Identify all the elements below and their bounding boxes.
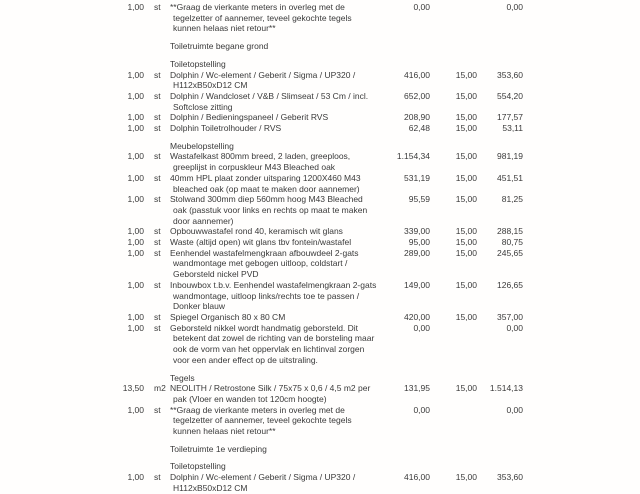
discount-pct-value: 15,00 xyxy=(455,237,477,248)
description-line: Eenhendel wastafelmengkraan afbouwdeel 2-gats xyxy=(170,247,359,258)
description-line: wandmontage met gebogen uitloop, coldstart / xyxy=(173,258,348,269)
section-title: Toiletruimte begane grond xyxy=(170,41,269,52)
description-line: 40mm HPL plaat zonder uitsparing 1200X460 M43 xyxy=(170,172,361,183)
line-total-value: 1.514,13 xyxy=(489,383,523,394)
description-line: wandmontage, uitloop links/rechts toe te passen / xyxy=(173,290,360,301)
discount-pct-value: 15,00 xyxy=(455,311,477,322)
total-cell xyxy=(477,373,523,384)
column-gap xyxy=(144,472,154,493)
unit-price-value: 531,19 xyxy=(404,172,430,183)
description-line: Softclose zitting xyxy=(173,101,233,112)
line-total-value: 981,19 xyxy=(497,151,523,162)
section-title-cell xyxy=(170,41,392,52)
description-line: Dolphin / Wandcloset / V&B / Slimseat / 53 Cm / incl. xyxy=(170,90,369,101)
description-cell xyxy=(170,173,392,194)
column-gap xyxy=(144,461,154,472)
unit-value: st xyxy=(154,69,161,80)
quantity-value: 1,00 xyxy=(127,311,144,322)
section-header-row xyxy=(100,444,640,455)
column-gap xyxy=(144,151,154,172)
quantity-value: 1,00 xyxy=(127,472,144,483)
column-gap xyxy=(144,194,154,226)
unit-value: st xyxy=(154,226,161,237)
discount-pct-value xyxy=(430,2,477,34)
discount-cell xyxy=(430,444,477,455)
section-title-cell xyxy=(170,59,392,70)
table-row xyxy=(100,123,640,134)
line-total-value: 0,00 xyxy=(506,404,523,415)
unit-value: st xyxy=(154,404,161,415)
discount-pct-value xyxy=(430,323,477,366)
description-cell xyxy=(170,91,392,112)
column-gap xyxy=(144,237,154,248)
unit-value: st xyxy=(154,472,161,483)
price-cell xyxy=(392,41,430,52)
unit-price-value: 131,95 xyxy=(404,383,430,394)
column-gap xyxy=(144,248,154,280)
unit-value: st xyxy=(154,90,161,101)
line-total-value: 353,60 xyxy=(497,472,523,483)
column-gap xyxy=(144,2,154,34)
unit-cell xyxy=(154,373,170,384)
unit-value: st xyxy=(154,2,161,12)
quantity-value: 1,00 xyxy=(127,90,144,101)
description-line: Donker blauw xyxy=(173,301,225,312)
unit-price-value: 416,00 xyxy=(404,472,430,483)
description-cell xyxy=(170,112,392,123)
section-title: Tegels xyxy=(170,372,195,383)
column-gap xyxy=(144,383,154,404)
quantity-value: 13,50 xyxy=(122,383,144,394)
price-cell xyxy=(392,373,430,384)
qty-cell xyxy=(100,444,144,455)
description-line: ook de vorm van het oppervlak en lichtinval zorgen xyxy=(173,344,365,355)
discount-cell xyxy=(430,141,477,152)
line-total-value: 126,65 xyxy=(497,279,523,290)
line-total-value: 245,65 xyxy=(497,247,523,258)
unit-price-value: 339,00 xyxy=(404,226,430,237)
column-gap xyxy=(144,280,154,312)
description-line: greeplijst in corpuskleur M43 Bleached oak xyxy=(173,162,336,173)
description-line: tegelzetter of aannemer, teveel gekochte tegels xyxy=(173,12,352,23)
quantity-value: 1,00 xyxy=(127,322,144,333)
description-cell xyxy=(170,237,392,248)
unit-value: st xyxy=(154,172,161,183)
column-gap xyxy=(144,70,154,91)
section-header-row xyxy=(100,373,640,384)
discount-pct-value: 15,00 xyxy=(455,69,477,80)
description-cell xyxy=(170,123,392,134)
description-line: Dolphin / Wc-element / Geberit / Sigma / UP320 / xyxy=(170,472,356,483)
line-total-value: 554,20 xyxy=(497,90,523,101)
line-total-value: 177,57 xyxy=(497,112,523,123)
quantity-value: 1,00 xyxy=(127,112,144,123)
unit-value: st xyxy=(154,112,161,123)
table-row xyxy=(100,70,640,91)
discount-pct-value: 15,00 xyxy=(455,194,477,205)
qty-cell xyxy=(100,373,144,384)
total-cell xyxy=(477,444,523,455)
unit-value: st xyxy=(154,279,161,290)
unit-price-value: 1.154,34 xyxy=(396,151,430,162)
column-gap xyxy=(144,91,154,112)
column-gap xyxy=(144,59,154,70)
discount-cell xyxy=(430,41,477,52)
quantity-value: 1,00 xyxy=(127,226,144,237)
unit-price-value: 0,00 xyxy=(413,404,430,415)
section-title-cell xyxy=(170,461,392,472)
discount-pct-value: 15,00 xyxy=(455,279,477,290)
description-line: betekent dat zowel de richting van de borsteling maar xyxy=(173,333,375,344)
line-total-value: 81,25 xyxy=(501,194,523,205)
section-title-cell xyxy=(170,141,392,152)
unit-price-value: 95,59 xyxy=(408,194,430,205)
section-title: Toiletopstelling xyxy=(170,461,226,472)
description-line: Wastafelkast 800mm breed, 2 laden, greeploos, xyxy=(170,151,351,162)
line-total-value: 80,75 xyxy=(501,237,523,248)
unit-value: m2 xyxy=(154,383,166,394)
unit-price-value: 0,00 xyxy=(413,2,430,12)
table-row xyxy=(100,280,640,312)
discount-pct-value: 15,00 xyxy=(455,172,477,183)
qty-cell xyxy=(100,141,144,152)
discount-cell xyxy=(430,373,477,384)
discount-pct-value: 15,00 xyxy=(455,226,477,237)
description-line: tegelzetter of aannemer, teveel gekochte tegels xyxy=(173,415,352,426)
total-cell xyxy=(477,141,523,152)
table-row xyxy=(100,312,640,323)
unit-price-value: 149,00 xyxy=(404,279,430,290)
description-line: Waste (altijd open) wit glans tbv fontein/wastafel xyxy=(170,237,352,248)
column-gap xyxy=(144,226,154,237)
line-total-value: 357,00 xyxy=(497,311,523,322)
description-cell xyxy=(170,280,392,312)
description-line: Stolwand 300mm diep 560mm hoog M43 Bleached xyxy=(170,194,363,205)
description-line: Dolphin / Wc-element / Geberit / Sigma / UP320 / xyxy=(170,69,356,80)
description-line: H112xB50xD12 CM xyxy=(173,80,248,91)
description-line: door aannemer) xyxy=(173,215,234,226)
description-line: **Graag de vierkante meters in overleg met de xyxy=(170,2,345,12)
section-title: Toiletruimte 1e verdieping xyxy=(170,443,267,454)
line-total-value: 353,60 xyxy=(497,69,523,80)
quantity-value: 1,00 xyxy=(127,247,144,258)
description-line: Dolphin Toiletrolhouder / RVS xyxy=(170,123,282,134)
price-cell xyxy=(392,461,430,472)
line-items xyxy=(100,2,640,494)
table-row xyxy=(100,91,640,112)
unit-price-value: 420,00 xyxy=(404,311,430,322)
line-total-value: 0,00 xyxy=(506,322,523,333)
qty-cell xyxy=(100,461,144,472)
unit-price-value: 208,90 xyxy=(404,112,430,123)
discount-pct-value: 15,00 xyxy=(455,472,477,483)
column-gap xyxy=(144,41,154,52)
description-cell xyxy=(170,226,392,237)
discount-pct-value: 15,00 xyxy=(455,123,477,134)
unit-cell xyxy=(154,41,170,52)
column-gap xyxy=(144,444,154,455)
description-line: H112xB50xD12 CM xyxy=(173,482,248,493)
discount-pct-value: 15,00 xyxy=(455,90,477,101)
table-row xyxy=(100,405,640,437)
unit-value: st xyxy=(154,151,161,162)
description-line: Geborsteld nickel PVD xyxy=(173,269,259,280)
price-cell xyxy=(392,141,430,152)
quantity-value: 1,00 xyxy=(127,279,144,290)
unit-value: st xyxy=(154,194,161,205)
line-total-value: 53,11 xyxy=(502,123,523,134)
description-cell xyxy=(170,151,392,172)
table-row xyxy=(100,237,640,248)
line-total-value: 0,00 xyxy=(506,2,523,12)
description-line: Dolphin / Bedieningspaneel / Geberit RVS xyxy=(170,112,329,123)
description-cell xyxy=(170,70,392,91)
discount-pct-value: 15,00 xyxy=(455,151,477,162)
description-line: Spiegel Organisch 80 x 80 CM xyxy=(170,311,286,322)
total-cell xyxy=(477,41,523,52)
description-line: kunnen helaas niet retour** xyxy=(173,23,276,34)
unit-price-value: 289,00 xyxy=(404,247,430,258)
description-line: voor een ander effect op de uitstraling. xyxy=(173,354,318,365)
unit-cell xyxy=(154,141,170,152)
quantity-value: 1,00 xyxy=(127,2,144,12)
price-cell xyxy=(392,59,430,70)
discount-cell xyxy=(430,461,477,472)
table-row xyxy=(100,226,640,237)
unit-price-value: 652,00 xyxy=(404,90,430,101)
section-title: Toiletopstelling xyxy=(170,58,226,69)
description-cell xyxy=(170,383,392,404)
unit-value: st xyxy=(154,123,161,134)
column-gap xyxy=(144,141,154,152)
unit-value: st xyxy=(154,247,161,258)
description-line: **Graag de vierkante meters in overleg met de xyxy=(170,404,345,415)
discount-pct-value: 15,00 xyxy=(455,247,477,258)
quantity-value: 1,00 xyxy=(127,123,144,134)
section-header-row xyxy=(100,141,640,152)
quantity-value: 1,00 xyxy=(127,172,144,183)
column-gap xyxy=(144,112,154,123)
description-line: NEOLITH / Retrostone Silk / 75x75 x 0,6 / 4,5 m2 per xyxy=(170,383,371,394)
table-row xyxy=(100,383,640,404)
quantity-value: 1,00 xyxy=(127,237,144,248)
description-line: bleached oak (op maat te maken door aannemer) xyxy=(173,183,360,194)
line-total-value: 288,15 xyxy=(497,226,523,237)
description-cell xyxy=(170,405,392,437)
column-gap xyxy=(144,405,154,437)
price-cell xyxy=(392,444,430,455)
column-gap xyxy=(144,173,154,194)
column-gap xyxy=(144,312,154,323)
table-row xyxy=(100,323,640,366)
description-line: Geborsteld nikkel wordt handmatig geborsteld. Dit xyxy=(170,322,359,333)
section-header-row xyxy=(100,41,640,52)
section-title-cell xyxy=(170,373,392,384)
column-gap xyxy=(144,123,154,134)
table-row xyxy=(100,2,640,34)
description-line: kunnen helaas niet retour** xyxy=(173,426,276,437)
description-cell xyxy=(170,323,392,366)
description-cell xyxy=(170,312,392,323)
description-cell xyxy=(170,248,392,280)
discount-pct-value: 15,00 xyxy=(455,383,477,394)
unit-cell xyxy=(154,461,170,472)
description-cell xyxy=(170,472,392,493)
table-row xyxy=(100,194,640,226)
description-line: Inbouwbox t.b.v. Eenhendel wastafelmengkraan 2-gats xyxy=(170,279,377,290)
discount-pct-value xyxy=(430,405,477,437)
table-row xyxy=(100,173,640,194)
table-row xyxy=(100,112,640,123)
section-title: Meubelopstelling xyxy=(170,140,234,151)
unit-price-value: 95,00 xyxy=(408,237,430,248)
column-gap xyxy=(144,323,154,366)
total-cell xyxy=(477,59,523,70)
quantity-value: 1,00 xyxy=(127,69,144,80)
unit-cell xyxy=(154,59,170,70)
quantity-value: 1,00 xyxy=(127,151,144,162)
description-line: pak (Vloer en wanden tot 120cm hoogte) xyxy=(173,393,327,404)
section-title-cell xyxy=(170,444,392,455)
unit-value: st xyxy=(154,322,161,333)
table-row xyxy=(100,248,640,280)
quantity-value: 1,00 xyxy=(127,404,144,415)
unit-price-value: 0,00 xyxy=(413,322,430,333)
unit-price-value: 62,48 xyxy=(408,123,430,134)
unit-value: st xyxy=(154,311,161,322)
column-gap xyxy=(144,373,154,384)
qty-cell xyxy=(100,59,144,70)
qty-cell xyxy=(100,41,144,52)
description-line: oak (passtuk voor links en rechts op maat te maken xyxy=(173,204,368,215)
discount-pct-value: 15,00 xyxy=(455,112,477,123)
table-row xyxy=(100,472,640,493)
description-line: Opbouwwastafel rond 40, keramisch wit glans xyxy=(170,226,343,237)
quantity-value: 1,00 xyxy=(127,194,144,205)
unit-cell xyxy=(154,444,170,455)
line-total-value: 451,51 xyxy=(497,172,523,183)
unit-price-value: 416,00 xyxy=(404,69,430,80)
description-cell xyxy=(170,194,392,226)
section-header-row xyxy=(100,59,640,70)
total-cell xyxy=(477,461,523,472)
unit-value: st xyxy=(154,237,161,248)
discount-cell xyxy=(430,59,477,70)
table-row xyxy=(100,151,640,172)
section-header-row xyxy=(100,461,640,472)
description-cell xyxy=(170,2,392,34)
